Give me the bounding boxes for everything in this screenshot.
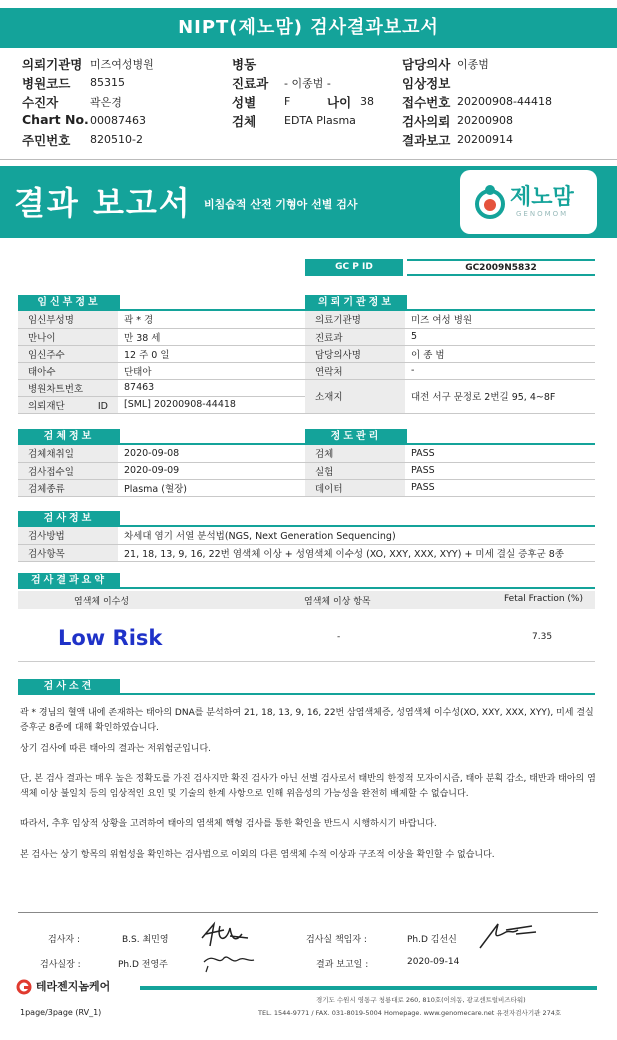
row-value: [SML] 20200908-44418: [118, 396, 306, 413]
row-label: 병원차트번호: [18, 379, 118, 396]
header-label-text: 검사의뢰: [402, 114, 451, 129]
header-label-text: 성별: [232, 95, 257, 110]
row-label: 소재지: [305, 379, 405, 413]
header-value-text: 85315: [90, 76, 125, 89]
pregnant-table: [18, 311, 306, 414]
row-label: 검체종류: [18, 479, 118, 496]
logo-subtext: GENOMOM: [516, 210, 569, 218]
age-value-text: 38: [360, 95, 374, 108]
opinion-paragraph: 본 검사는 상기 항목의 위험성을 확인하는 검사법으로 이외의 다른 염색체 수적 이상과 구조적 이상을 확인할 수 없습니다.: [20, 850, 495, 860]
row-value: 곽 * 경: [118, 311, 306, 328]
row-label: 검체: [305, 445, 405, 462]
header-label: [232, 112, 256, 130]
header-label: [232, 74, 268, 92]
table-row: [18, 328, 306, 345]
header-value-text: 이종범: [457, 58, 489, 71]
company-logo: [16, 978, 110, 995]
row-label: 임신부성명: [18, 311, 118, 328]
report-date-label: 결과 보고일 :: [316, 960, 369, 970]
row-value: 대전 서구 문정로 2번길 95, 4~8F: [405, 379, 595, 413]
row-label: 검사항목: [18, 544, 118, 561]
header-divider: [0, 159, 617, 160]
row-label: 데이터: [305, 479, 405, 496]
row-value: PASS: [405, 445, 595, 462]
director-label: 검사실장 :: [40, 960, 81, 970]
header-value-text: 미즈여성병원: [90, 58, 154, 71]
patient-header: [22, 55, 602, 155]
table-row: [305, 328, 595, 345]
header-label-text: Chart No.: [22, 112, 89, 127]
opinion-paragraph: 따라서, 추후 임상적 상황을 고려하여 태아의 염색체 핵형 검사를 통한 확인을 반드시 시행하시기 바랍니다.: [20, 819, 437, 829]
header-label: [402, 74, 450, 92]
header-value: [457, 94, 552, 108]
header-label-text: 진료과: [232, 76, 269, 91]
footer-contact: TEL. 1544-9771 / FAX. 031-8019-5004 Homepage. www.genomecare.net 유전자검사기관 274호: [258, 1009, 562, 1017]
gcp-id-value: GC2009N5832: [407, 259, 595, 276]
row-label: 임신주수: [18, 345, 118, 362]
row-value: PASS: [405, 462, 595, 479]
header-value-text: F: [284, 95, 291, 108]
row-label: 담당의사명: [305, 345, 405, 362]
table-row: [305, 362, 595, 379]
footer-address: 경기도 수원시 영통구 청룡대로 260, 810호(이의동, 광교센트럴비즈타워): [316, 996, 526, 1004]
test-table: [18, 527, 595, 562]
row-value: 2020-09-08: [118, 445, 306, 462]
row-label: 의뢰재단 ID: [18, 396, 118, 413]
row-value: 2020-09-09: [118, 462, 306, 479]
banner-title: 결과 보고서: [14, 184, 192, 222]
row-label: 연락처: [305, 362, 405, 379]
genomom-logo-icon: [474, 182, 506, 222]
section-line: [18, 587, 595, 589]
age-label-text: 나이: [327, 95, 352, 110]
row-value: 만 38 세: [118, 328, 306, 345]
age-label: [327, 93, 351, 111]
header-label: [232, 93, 256, 111]
result-risk: Low Risk: [58, 626, 163, 650]
opinion-paragraph: 곽 * 경님의 혈액 내에 존재하는 태아의 DNA를 분석하여 21, 18, 13, 9, 16, 22번 삼염색체증, 성염색체 이수성(XO, XXY, XXX, XYY), 미세 결실 증후군 8종에 대해 확인하였습니다.: [20, 708, 594, 733]
section-test: 검사정보: [18, 511, 120, 526]
section-institution: 의뢰기관정보: [305, 295, 407, 310]
table-row: [18, 362, 306, 379]
director-name: Ph.D 전영주: [118, 960, 168, 970]
summary-col-aneuploidy: 염색체 이수성: [74, 597, 130, 607]
banner-subtitle: 비침습적 산전 기형아 선별 검사: [204, 198, 358, 211]
section-specimen: 검체정보: [18, 429, 120, 444]
table-row: [305, 379, 595, 413]
header-label-text: 담당의사: [402, 57, 451, 72]
section-opinion: 검사소견: [18, 679, 120, 694]
header-value: [90, 132, 143, 146]
gcp-id: [305, 259, 595, 276]
header-label: [22, 131, 70, 149]
table-row: [18, 311, 306, 328]
header-value-text: 20200914: [457, 133, 513, 146]
table-row: [305, 479, 595, 496]
row-label: 의료기관명: [305, 311, 405, 328]
gcp-id-label: GC P ID: [305, 259, 403, 276]
qc-table: [305, 445, 595, 497]
row-value: 단태아: [118, 362, 306, 379]
header-value: [457, 56, 489, 72]
genomom-logo: [460, 170, 597, 234]
signature-image: [196, 916, 256, 974]
table-row: [18, 462, 306, 479]
header-value-text: 820510-2: [90, 133, 143, 146]
lab-manager-label: 검사실 책임자 :: [306, 935, 367, 945]
table-row: [18, 445, 306, 462]
row-value: PASS: [405, 479, 595, 496]
institution-table: [305, 311, 595, 414]
header-label-text: 수진자: [22, 95, 59, 110]
header-label: [22, 93, 58, 111]
company-logo-icon: [16, 979, 32, 995]
report-title: NIPT(제노맘) 검사결과보고서: [0, 8, 617, 48]
header-label: [22, 74, 70, 92]
section-qc: 정도관리: [305, 429, 407, 444]
summary-divider: [18, 661, 595, 662]
specimen-table: [18, 445, 306, 497]
table-row: [18, 527, 595, 544]
row-value: 미즈 여성 병원: [405, 311, 595, 328]
row-label: 검체채취일: [18, 445, 118, 462]
header-label-text: 의뢰기관명: [22, 57, 83, 72]
table-row: [305, 462, 595, 479]
header-value: [284, 75, 331, 91]
header-value-text: EDTA Plasma: [284, 114, 356, 127]
summary-col-fetal-fraction: Fetal Fraction (%): [504, 594, 583, 604]
table-row: [18, 396, 306, 413]
row-label: 검사접수일: [18, 462, 118, 479]
row-label: 태아수: [18, 362, 118, 379]
opinion-paragraph: 단, 본 검사 결과는 매우 높은 정확도를 가진 검사지만 확진 검사가 아닌 선별 검사로서 태반의 한정적 모자이시즘, 태아 분획 감소, 태반과 태아의 염색체 이상 불일치 등의 임상적인 요인 및 기술의 한계 사항으로 인해 위음성의 가능성을 완전히 배제할 수 없습니다.: [20, 774, 596, 799]
report-date: 2020-09-14: [407, 957, 460, 967]
header-value-text: - 이종범 -: [284, 77, 331, 90]
header-value: [457, 132, 513, 146]
page-number: 1page/3page (RV_1): [20, 1008, 102, 1017]
header-label-text: 병동: [232, 57, 257, 72]
signature-divider: [18, 912, 598, 913]
header-value: [284, 94, 290, 108]
row-value: Plasma (혈장): [118, 479, 306, 496]
signature-image: [476, 916, 540, 952]
header-value: [90, 94, 122, 110]
opinion-paragraph: 상기 검사에 따른 태아의 결과는 저위험군입니다.: [20, 744, 212, 754]
row-label: 진료과: [305, 328, 405, 345]
section-line: [18, 693, 595, 695]
header-value: [457, 113, 513, 127]
result-abnormal: -: [337, 632, 341, 642]
header-label-text: 임상정보: [402, 76, 451, 91]
row-value: 5: [405, 328, 595, 345]
section-pregnant: 임신부정보: [18, 295, 120, 310]
table-row: [18, 379, 306, 396]
header-value: [90, 75, 125, 89]
header-label: [22, 55, 82, 73]
row-label: 실험: [305, 462, 405, 479]
row-label: 만나이: [18, 328, 118, 345]
header-label: [22, 112, 89, 127]
table-row: [305, 345, 595, 362]
summary-col-abnormal: 염색체 이상 항목: [304, 597, 371, 607]
result-fetal-fraction: 7.35: [532, 632, 553, 642]
header-label-text: 병원코드: [22, 76, 71, 91]
lab-manager-name: Ph.D 김선신: [407, 935, 457, 945]
company-name: 테라젠지놈케어: [35, 980, 111, 993]
table-row: [18, 544, 595, 561]
result-banner: [0, 166, 617, 238]
row-value: 12 주 0 일: [118, 345, 306, 362]
header-label: [232, 55, 256, 73]
age-value: [360, 94, 374, 108]
header-label: [402, 112, 450, 130]
header-label-text: 결과보고: [402, 133, 451, 148]
row-label: 검사방법: [18, 527, 118, 544]
header-value: [90, 56, 154, 72]
tester-label: 검사자 :: [48, 935, 80, 945]
header-value-text: 00087463: [90, 114, 146, 127]
header-label: [402, 55, 450, 73]
header-value-text: 곽은경: [90, 96, 122, 109]
header-value: [284, 113, 356, 127]
section-summary: 검사결과요약: [18, 573, 120, 588]
header-label-text: 검체: [232, 114, 257, 129]
row-value: -: [405, 362, 595, 379]
table-row: [305, 445, 595, 462]
row-value: 차세대 염기 서열 분석법(NGS, Next Generation Sequencing): [118, 527, 595, 544]
header-label-text: 주민번호: [22, 133, 71, 148]
logo-text: 제노맘: [510, 185, 574, 210]
table-row: [305, 311, 595, 328]
table-row: [18, 479, 306, 496]
header-label: [402, 131, 450, 149]
table-row: [18, 345, 306, 362]
row-value: 21, 18, 13, 9, 16, 22번 염색체 이상 + 성염색체 이수성 (XO, XXY, XXX, XYY) + 미세 결실 증후군 8종: [118, 544, 595, 561]
header-label-text: 접수번호: [402, 95, 451, 110]
header-label: [402, 93, 450, 111]
summary-header: [18, 591, 595, 609]
footer-bar: [140, 986, 597, 990]
header-value-text: 20200908-44418: [457, 95, 552, 108]
row-value: 87463: [118, 379, 306, 396]
tester-name: B.S. 최민영: [122, 935, 169, 945]
header-value-text: 20200908: [457, 114, 513, 127]
row-value: 이 종 범: [405, 345, 595, 362]
header-value: [90, 113, 146, 127]
